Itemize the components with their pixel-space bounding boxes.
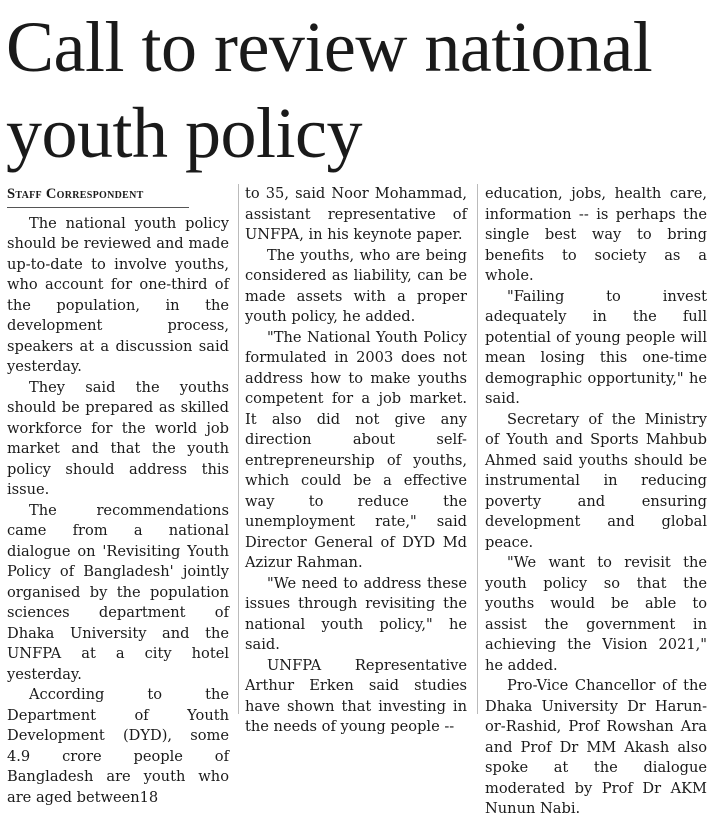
paragraph: The national youth policy should be reviewed and made up-to-date to involve youths, who account for one-third of the population, in the development process, speakers at a discussion said yesterday.: [7, 214, 229, 375]
paragraph: UNFPA Representative Arthur Erken said studies have shown that investing in the needs of young people --: [245, 656, 467, 735]
paragraph: to 35, said Noor Mohammad, assistant representative of UNFPA, in his keynote paper.: [245, 185, 467, 243]
article-column-2: [245, 184, 467, 738]
column-rule: [477, 184, 478, 714]
article-column-3: [485, 184, 707, 820]
paragraph: The youths, who are being considered as liability, can be made assets with a proper youth policy, he added.: [245, 246, 467, 325]
byline: Staff Correspondent: [7, 184, 189, 208]
article-column-1: [7, 184, 229, 808]
headline: Call to review national youth policy: [6, 7, 653, 173]
paragraph: Pro-Vice Chancellor of the Dhaka University Dr Harun-or-Rashid, Prof Rowshan Ara and Prof Dr MM Akash also spoke at the dialogue moderated by Prof Dr AKM Nunun Nabi.: [485, 677, 707, 817]
paragraph: education, jobs, health care, information -- is perhaps the single best way to bring benefits to society as a whole.: [485, 185, 707, 284]
paragraph: According to the Department of Youth Development (DYD), some 4.9 crore people of Bangladesh are youth who are aged between18: [7, 686, 229, 806]
paragraph: "We need to address these issues through revisiting the national youth policy," he said.: [245, 574, 467, 653]
paragraph: They said the youths should be prepared as skilled workforce for the world job market and that the youth policy should address this issue.: [7, 378, 229, 498]
paragraph: Secretary of the Ministry of Youth and Sports Mahbub Ahmed said youths should be instrumental in reducing poverty and ensuring development and global peace.: [485, 410, 707, 551]
paragraph: "Failing to invest adequately in the full potential of young people will mean losing this one-time demographic opportunity," he said.: [485, 287, 707, 407]
paragraph: The recommendations came from a national dialogue on 'Revisiting Youth Policy of Bangladesh' jointly organised by the population sciences department of Dhaka University and the UNFPA at a city hotel yesterday.: [7, 501, 229, 683]
paragraph: "The National Youth Policy formulated in 2003 does not address how to make youths competent for a job market. It also did not give any direction about self-entrepreneurship of youths, which could be a effective way to reduce the unemployment rate," said Director General of DYD Md Azizur Rahman.: [245, 328, 467, 571]
column-rule: [238, 184, 239, 714]
paragraph: "We want to revisit the youth policy so that the youths would be able to assist the government in achieving the Vision 2021," he added.: [485, 554, 707, 674]
